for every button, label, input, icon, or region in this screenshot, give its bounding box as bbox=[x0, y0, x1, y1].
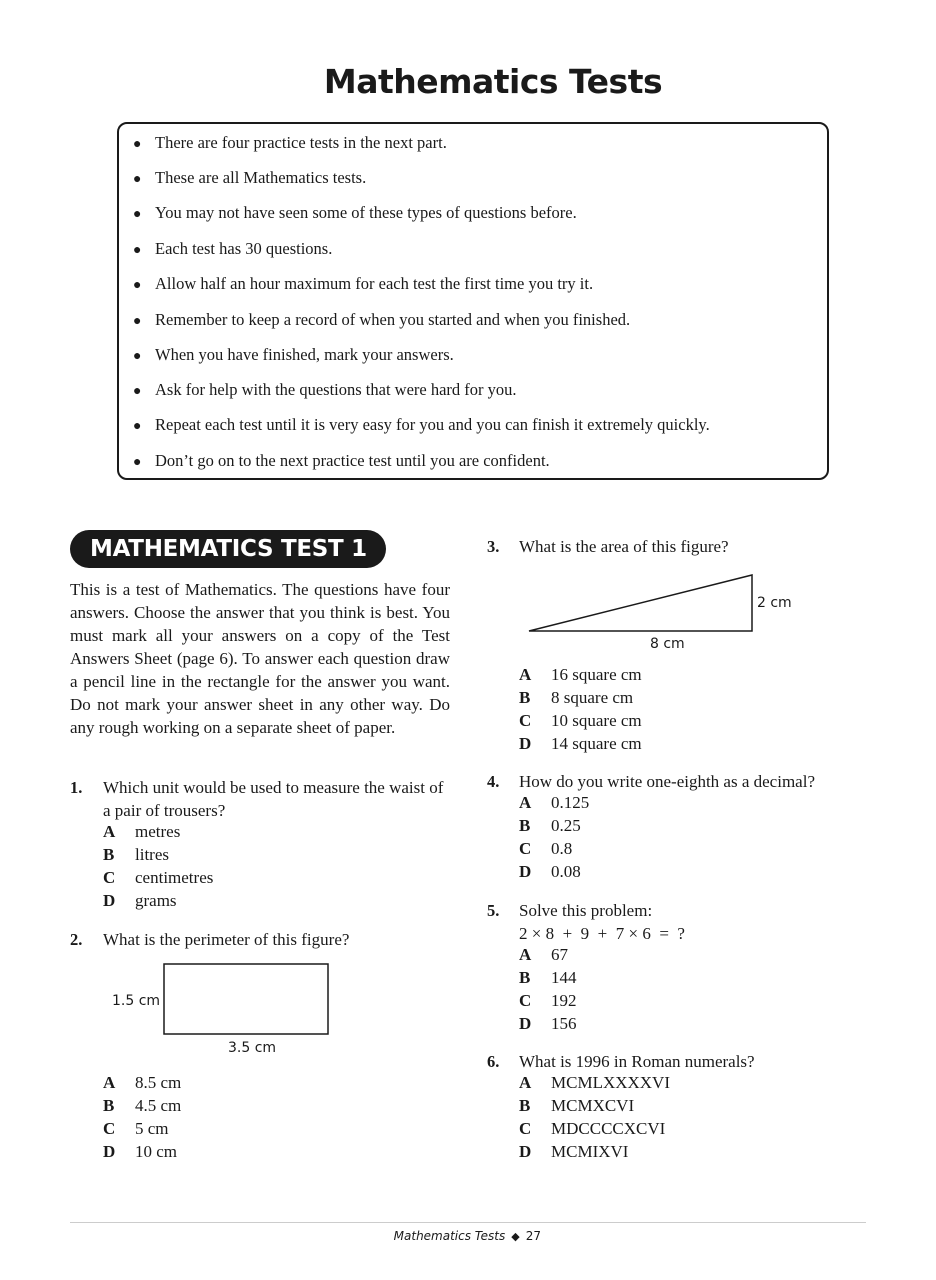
answer-option[interactable]: D 14 square cm bbox=[519, 734, 642, 753]
intro-item: ● There are four practice tests in the next part. bbox=[133, 133, 447, 152]
page-number: 27 bbox=[525, 1229, 541, 1243]
answer-option[interactable]: C 5 cm bbox=[103, 1119, 169, 1138]
page-footer bbox=[394, 1229, 541, 1243]
answer-option[interactable]: B 4.5 cm bbox=[103, 1096, 182, 1115]
answer-option[interactable]: A MCMLXXXXVI bbox=[519, 1073, 670, 1092]
intro-box bbox=[117, 122, 829, 480]
test-instructions: This is a test of Mathematics. The questions have four answers. Choose the answer that you think is best. You must mark all your answers on a copy of the Test Answers Sheet (page 6). To answer each question draw a pencil line in the rectangle for the answer you want. Do not mark your answer sheet in any other way. Do any rough working on a separate sheet of paper. bbox=[70, 580, 450, 737]
answer-option[interactable]: D 0.08 bbox=[519, 862, 581, 881]
bullet-icon: ● bbox=[133, 243, 142, 258]
triangle-figure bbox=[525, 570, 760, 636]
answer-option[interactable]: C 192 bbox=[519, 991, 577, 1010]
bullet-icon: ● bbox=[133, 278, 142, 293]
figure-width-label: 3.5 cm bbox=[228, 1040, 277, 1056]
figure-width-label: 8 cm bbox=[650, 636, 685, 652]
figure-height-label: 1.5 cm bbox=[112, 993, 161, 1009]
rectangle-figure bbox=[160, 960, 335, 1040]
page-title: Mathematics Tests bbox=[323, 62, 663, 101]
intro-item: ● Don’t go on to the next practice test until you are confident. bbox=[133, 451, 550, 470]
figure-height-label: 2 cm bbox=[757, 595, 792, 611]
answer-option[interactable]: A 16 square cm bbox=[519, 665, 642, 684]
rectangle-shape bbox=[164, 964, 328, 1034]
question-text: How do you write one-eighth as a decimal? bbox=[519, 772, 815, 791]
intro-item: ● Remember to keep a record of when you started and when you finished. bbox=[133, 310, 631, 329]
intro-item: ● When you have finished, mark your answers. bbox=[133, 345, 454, 364]
intro-item: ● You may not have seen some of these types of questions before. bbox=[133, 203, 577, 222]
answer-option[interactable]: D MCMIXVI bbox=[519, 1142, 629, 1161]
answer-option[interactable]: A 0.125 bbox=[519, 793, 590, 812]
question-number: 5. bbox=[487, 901, 500, 920]
answer-option[interactable]: B 8 square cm bbox=[519, 688, 634, 707]
intro-item: ● These are all Mathematics tests. bbox=[133, 168, 367, 187]
question-number: 1. bbox=[70, 778, 83, 797]
question-number: 3. bbox=[487, 537, 500, 556]
bullet-icon: ● bbox=[133, 419, 142, 434]
answer-option[interactable]: B litres bbox=[103, 845, 169, 864]
math-expression: 2 × 8 + 9 + 7 × 6 = ? bbox=[519, 924, 685, 943]
intro-item: ● Repeat each test until it is very easy for you and you can finish it extremely quickly. bbox=[133, 415, 710, 434]
answer-option[interactable]: C centimetres bbox=[103, 868, 214, 887]
bullet-icon: ● bbox=[133, 172, 142, 187]
diamond-icon: ◆ bbox=[511, 1230, 520, 1243]
bullet-icon: ● bbox=[133, 207, 142, 222]
answer-option[interactable]: B 144 bbox=[519, 968, 577, 987]
question-text: What is the area of this figure? bbox=[519, 537, 729, 556]
triangle-shape bbox=[529, 575, 752, 631]
bullet-icon: ● bbox=[133, 349, 142, 364]
question-number: 2. bbox=[70, 930, 83, 949]
intro-item: ● Allow half an hour maximum for each test the first time you try it. bbox=[133, 274, 594, 293]
answer-option[interactable]: B 0.25 bbox=[519, 816, 581, 835]
answer-option[interactable]: A 67 bbox=[519, 945, 568, 964]
bullet-icon: ● bbox=[133, 137, 142, 152]
answer-option[interactable]: C 10 square cm bbox=[519, 711, 642, 730]
question-number: 6. bbox=[487, 1052, 500, 1071]
bullet-icon: ● bbox=[133, 455, 142, 470]
test-heading: MATHEMATICS TEST 1 bbox=[70, 530, 386, 568]
question-number: 4. bbox=[487, 772, 500, 791]
footer-section-title: Mathematics Tests bbox=[393, 1229, 506, 1243]
intro-item: ● Ask for help with the questions that were hard for you. bbox=[133, 380, 517, 399]
answer-option[interactable]: B MCMXCVI bbox=[519, 1096, 635, 1115]
answer-option[interactable]: D 156 bbox=[519, 1014, 577, 1033]
question-text: Solve this problem: bbox=[519, 901, 653, 920]
bullet-icon: ● bbox=[133, 384, 142, 399]
answer-option[interactable]: D 10 cm bbox=[103, 1142, 178, 1161]
bullet-icon: ● bbox=[133, 314, 142, 329]
question-text: What is the perimeter of this figure? bbox=[103, 930, 350, 949]
answer-option[interactable]: C MDCCCCXCVI bbox=[519, 1119, 666, 1138]
answer-option[interactable]: A 8.5 cm bbox=[103, 1073, 182, 1092]
footer-divider bbox=[70, 1222, 866, 1223]
question-text: Which unit would be used to measure the waist of a pair of trousers? bbox=[103, 778, 444, 820]
answer-option[interactable]: C 0.8 bbox=[519, 839, 573, 858]
intro-item: ● Each test has 30 questions. bbox=[133, 239, 333, 258]
answer-option[interactable]: D grams bbox=[103, 891, 177, 910]
answer-option[interactable]: A metres bbox=[103, 822, 181, 841]
question-text: What is 1996 in Roman numerals? bbox=[519, 1052, 755, 1071]
